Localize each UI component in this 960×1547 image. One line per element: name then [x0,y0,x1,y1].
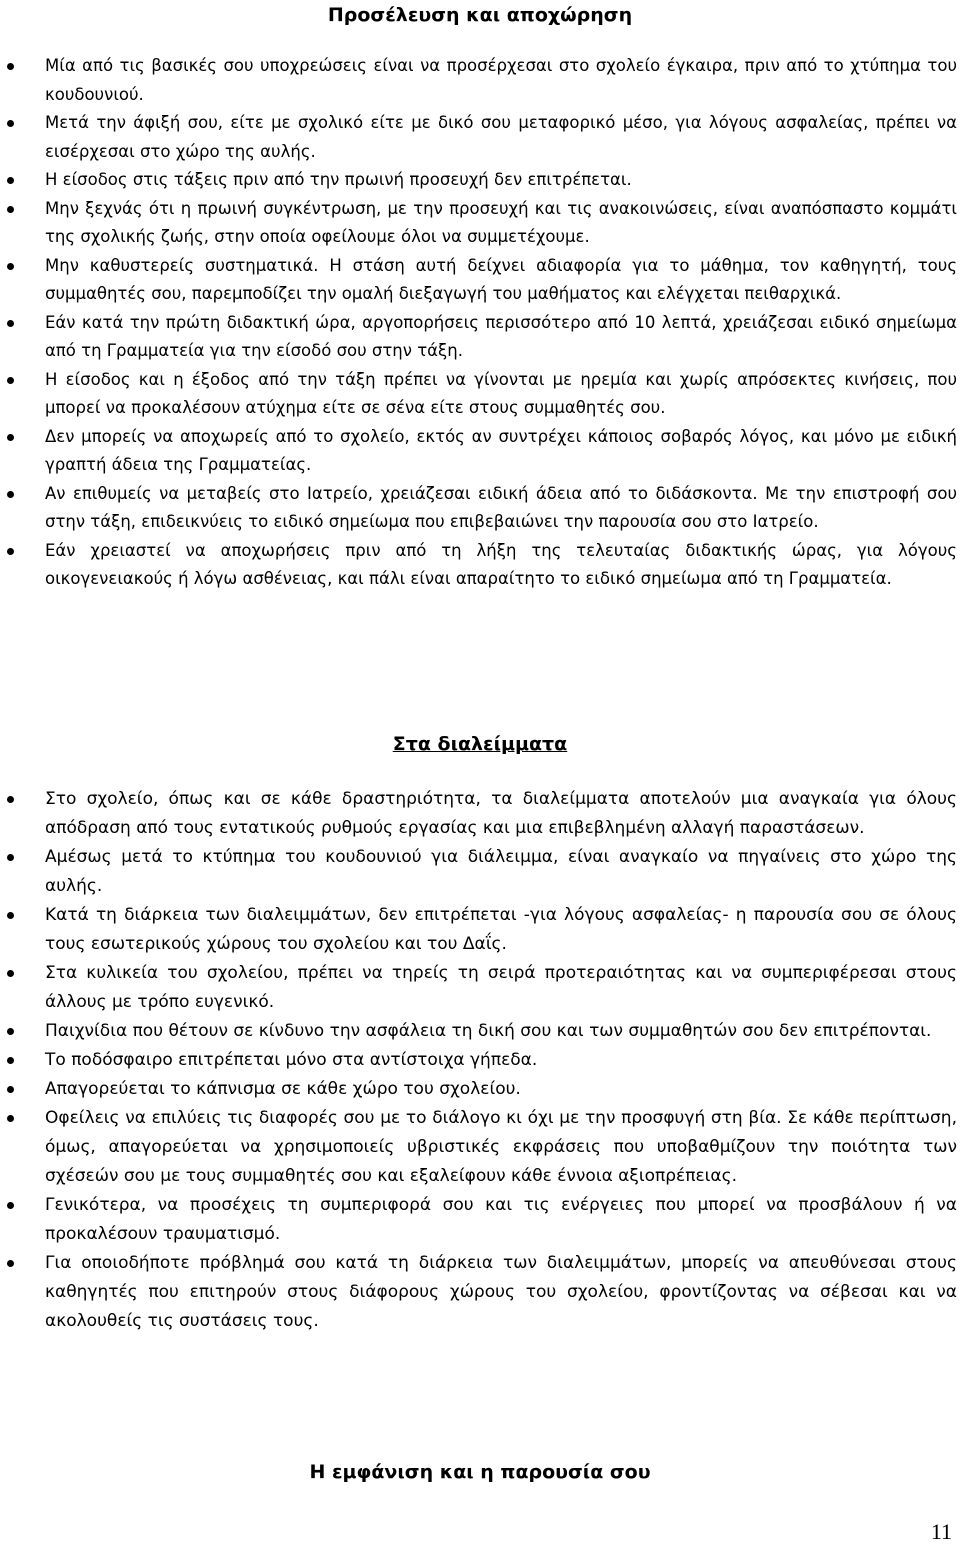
list-item: Εάν χρειαστεί να αποχωρήσεις πριν από τη λήξη της τελευταίας διδακτικής ώρας, για λόγους οικογενειακούς ή λόγω ασθένειας, και πάλι είναι απαραίτητο το ειδικό σημείωμα από τη Γραμματεία. [0,537,960,594]
list-item: Δεν μπορείς να αποχωρείς από το σχολείο, εκτός αν συντρέχει κάποιος σοβαρός λόγος, και μόνο με ειδική γραπτή άδεια της Γραμματείας. [0,423,960,480]
list-item: Κατά τη διάρκεια των διαλειμμάτων, δεν επιτρέπεται -για λόγους ασφαλείας- η παρουσία σου σε όλους τους εσωτερικούς χώρους του σχολείου και του Δαΐς. [0,901,960,959]
list-item: Μην καθυστερείς συστηματικά. Η στάση αυτή δείχνει αδιαφορία για το μάθημα, τον καθηγητή, τους συμμαθητές σου, παρεμποδίζει την ομαλή διεξαγωγή του μαθήματος και ελέγχεται πειθαρχικά. [0,252,960,309]
list-item: Η είσοδος και η έξοδος από την τάξη πρέπει να γίνονται με ηρεμία και χωρίς απρόσεκτες κινήσεις, που μπορεί να προκαλέσουν ατύχημα είτε σε σένα είτε στους συμμαθητές σου. [0,366,960,423]
list-item: Εάν κατά την πρώτη διδακτική ώρα, αργοπορήσεις περισσότερο από 10 λεπτά, χρειάζεσαι ειδικό σημείωμα από τη Γραμματεία για την είσοδό σου στην τάξη. [0,309,960,366]
list-item: Παιχνίδια που θέτουν σε κίνδυνο την ασφάλεια τη δική σου και των συμμαθητών σου δεν επιτρέπονται. [0,1017,960,1046]
page-number: 11 [930,1519,952,1544]
list-item: Αμέσως μετά το κτύπημα του κουδουνιού για διάλειμμα, είναι αναγκαίο να πηγαίνεις στο χώρο της αυλής. [0,843,960,901]
list-item: Μετά την άφιξή σου, είτε με σχολικό είτε με δικό σου μεταφορικό μέσο, για λόγους ασφαλείας, πρέπει να εισέρχεσαι στο χώρο της αυλής. [0,109,960,166]
section-title-appearance: Η εμφάνιση και η παρουσία σου [309,1461,651,1483]
list-item: Μία από τις βασικές σου υποχρεώσεις είναι να προσέρχεσαι στο σχολείο έγκαιρα, πριν από το χτύπημα του κουδουνιού. [0,52,960,109]
list-item: Για οποιοδήποτε πρόβλημά σου κατά τη διάρκεια των διαλειμμάτων, μπορείς να απευθύνεσαι στους καθηγητές που επιτηρούν στους διάφορους χώρους του σχολείου, φροντίζοντας να σέβεσαι και να ακολουθείς τις συστάσεις τους. [0,1249,960,1336]
list-item: Γενικότερα, να προσέχεις τη συμπεριφορά σου και τις ενέργειες που μπορεί να προσβάλουν ή να προκαλέσουν τραυματισμό. [0,1191,960,1249]
breaks-rules-list [0,785,960,1336]
list-item: Οφείλεις να επιλύεις τις διαφορές σου με το διάλογο κι όχι με την προσφυγή στη βία. Σε κάθε περίπτωση, όμως, απαγορεύεται να χρησιμοποιείς υβριστικές εκφράσεις που υποβαθμίζουν την ποιότητα των σχέσεών σου με τους συμμαθητές σου και εξαλείφουν κάθε έννοια αξιοπρέπειας. [0,1104,960,1191]
list-item: Στο σχολείο, όπως και σε κάθε δραστηριότητα, τα διαλείμματα αποτελούν μια αναγκαία για όλους απόδραση από τους εντατικούς ρυθμούς εργασίας και μια επιβεβλημένη αλλαγή παραστάσεων. [0,785,960,843]
list-item: Το ποδόσφαιρο επιτρέπεται μόνο στα αντίστοιχα γήπεδα. [0,1046,960,1075]
list-item: Στα κυλικεία του σχολείου, πρέπει να τηρείς τη σειρά προτεραιότητας και να συμπεριφέρεσαι στους άλλους με τρόπο ευγενικό. [0,959,960,1017]
section-title-arrival: Προσέλευση και αποχώρηση [327,4,633,26]
list-item: Απαγορεύεται το κάπνισμα σε κάθε χώρο του σχολείου. [0,1075,960,1104]
arrival-rules-list [0,52,960,594]
list-item: Η είσοδος στις τάξεις πριν από την πρωινή προσευχή δεν επιτρέπεται. [0,166,960,195]
section-title-breaks: Στα διαλείμματα [392,733,568,755]
list-item: Αν επιθυμείς να μεταβείς στο Ιατρείο, χρειάζεσαι ειδική άδεια από το διδάσκοντα. Με την επιστροφή σου στην τάξη, επιδεικνύεις το ειδικό σημείωμα που επιβεβαιώνει την παρουσία σου στο Ιατρείο. [0,480,960,537]
list-item: Μην ξεχνάς ότι η πρωινή συγκέντρωση, με την προσευχή και τις ανακοινώσεις, είναι αναπόσπαστο κομμάτι της σχολικής ζωής, στην οποία οφείλουμε όλοι να συμμετέχουμε. [0,195,960,252]
